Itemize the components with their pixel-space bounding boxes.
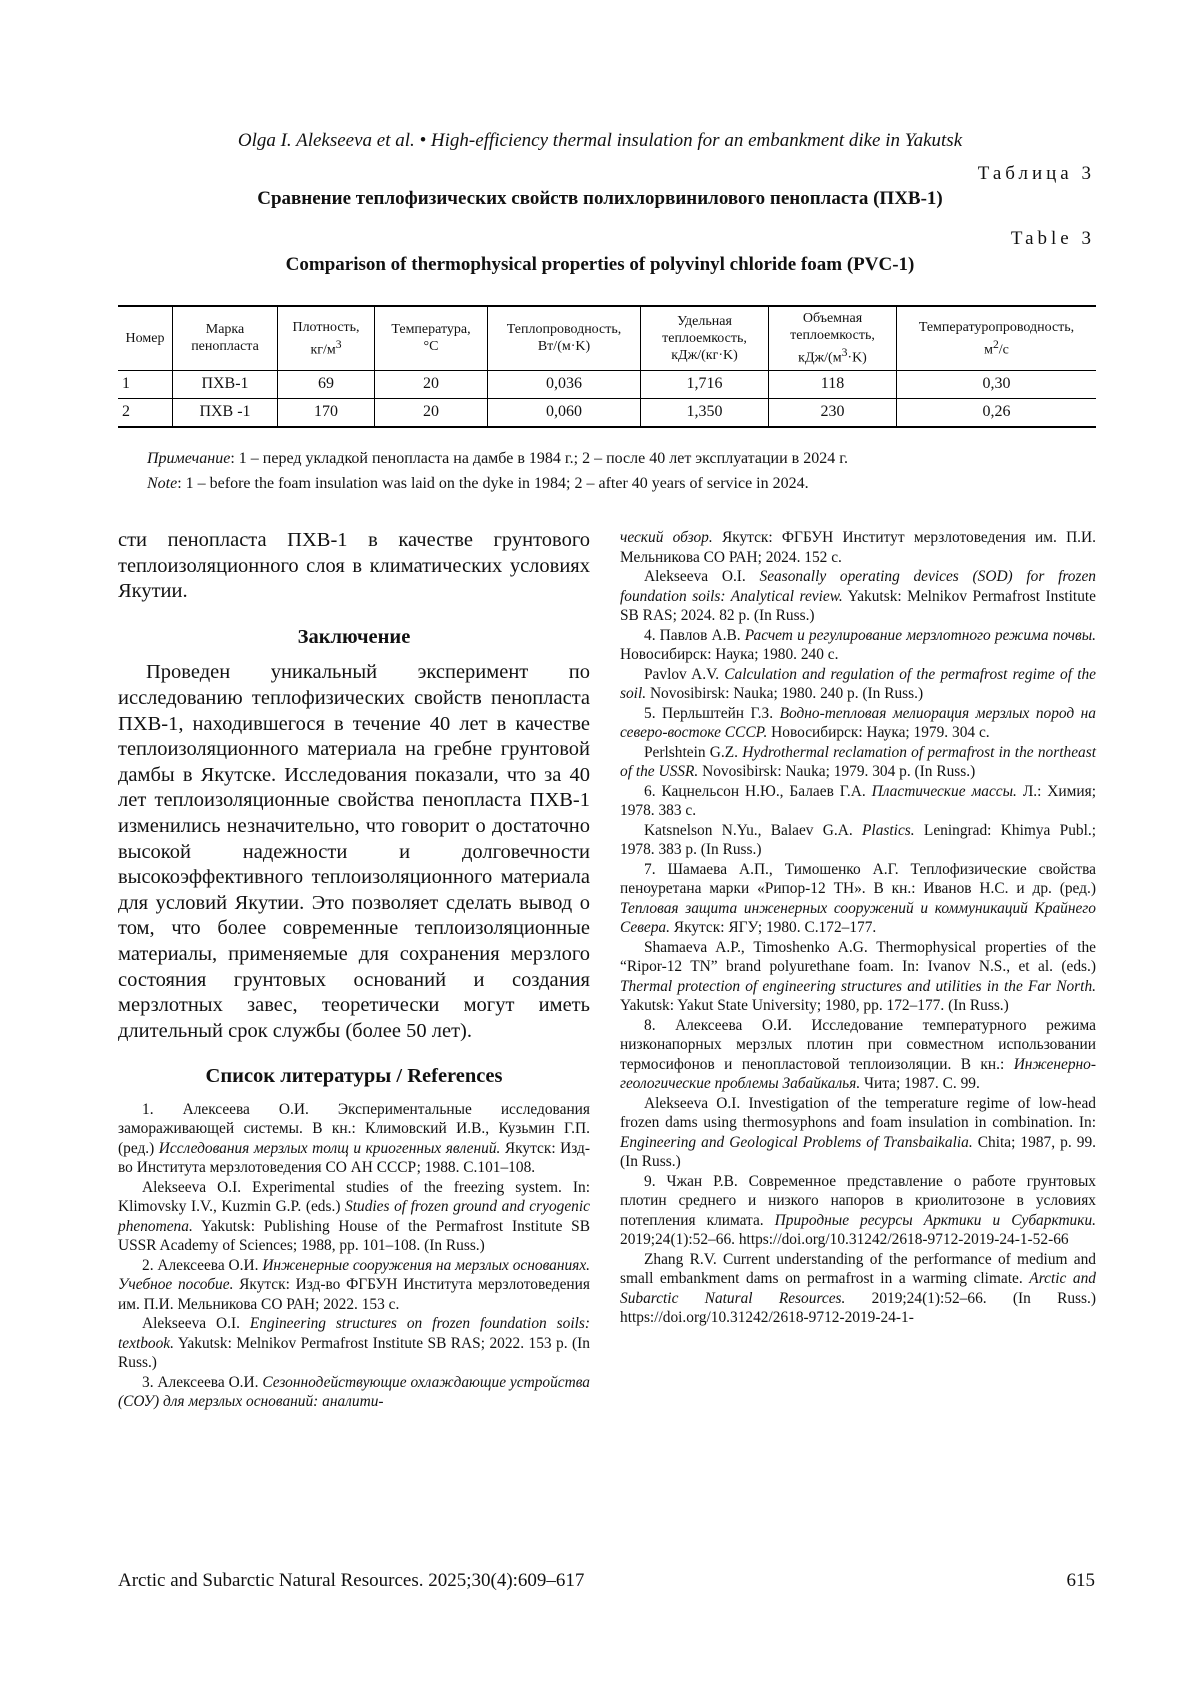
reference-item: 7. Шамаева А.П., Тимошенко А.Г. Теплофизические свойства пеноуретана марки «Рипор-12 ТН». В кн.: Иванов Н.С. и др. (ред.) Тепловая защита инженерных сооружений и коммуникаций Крайнего Севера. Якутск: ЯГУ; 1980. С.172–177. [620, 860, 1096, 936]
table-cell: 0,26 [897, 398, 1097, 427]
col-header-density: Плотность, $кг/м^3$ [278, 306, 375, 370]
footer-page-number: 615 [1066, 1570, 1095, 1591]
reference-item: 9. Чжан Р.В. Современное представление о работе грунтовых плотин среднего и низкого напоров в криолитозоне в условиях потепления климата. Природные ресурсы Арктики и Субарктики. 2019;24(1):52–66. https://doi.org/10.31242/2618-9712-2019-24-1-52-66 [620, 1172, 1096, 1248]
properties-table [118, 305, 1096, 428]
reference-item: ческий обзор. Якутск: ФГБУН Институт мерзлотоведения им. П.И. Мельникова СО РАН; 2024. 152 с. [620, 529, 1096, 566]
table-cell: 1,716 [641, 370, 769, 398]
footer-journal: Arctic and Subarctic Natural Resources. 2025;30(4):609–617 [118, 1570, 585, 1591]
table-note-ru: Примечание: 1 – перед укладкой пенопласта на дамбе в 1984 г.; 2 – после 40 лет эксплуатации в 2024 г. [147, 450, 848, 467]
table-header-row [118, 306, 1096, 370]
table-cell: 1,350 [641, 398, 769, 427]
table-cell: ПХВ -1 [173, 398, 278, 427]
reference-item: Alekseeva O.I. Investigation of the temperature regime of low-head frozen dams using thermosyphons and foam insulation in combination. In: Engineering and Geological Problems of Transbaikalia. Chita; 1987, p. 99. (In Russ.) [620, 1094, 1096, 1170]
references-list [118, 1100, 590, 1412]
paragraph-continuation: сти пенопласта ПХВ-1 в качестве грунтового теплоизоляционного слоя в климатических условиях Якутии. [118, 529, 590, 603]
reference-item: Alekseeva O.I. Experimental studies of the freezing system. In: Klimovsky I.V., Kuzmin G.P. (eds.) Studies of frozen ground and cryogenic phenomena. Yakutsk: Publishing House of the Permafrost Institute SB USSR Academy of Sciences; 1988, pp. 101–108. (In Russ.) [118, 1178, 590, 1255]
reference-item: Shamaeva A.P., Timoshenko A.G. Thermophysical properties of the “Ripor-12 TN” brand polyurethane foam. In: Ivanov N.S., et al. (eds.) Thermal protection of engineering structures and utilities in the Far North. Yakutsk: Yakut State University; 1980, pp. 172–177. (In Russ.) [620, 938, 1096, 1014]
table-cell: 20 [375, 370, 488, 398]
reference-item: 6. Кацнельсон Н.Ю., Балаев Г.А. Пластические массы. Л.: Химия; 1978. 383 с. [620, 782, 1096, 819]
reference-item: Alekseeva O.I. Engineering structures on frozen foundation soils: textbook. Yakutsk: Melnikov Permafrost Institute SB RAS; 2022. 153 p. (In Russ.) [118, 1315, 590, 1372]
table-label-ru: Таблица 3 [977, 163, 1095, 184]
table-label-en: Table 3 [1010, 228, 1095, 249]
col-header-number: Номер [118, 306, 173, 370]
table-row [118, 398, 1096, 427]
table-row [118, 370, 1096, 398]
table-cell: 118 [769, 370, 897, 398]
table-note-en: Note: 1 – before the foam insulation was laid on the dyke in 1984; 2 – after 40 years of service in 2024. [147, 475, 809, 492]
reference-item: Katsnelson N.Yu., Balaev G.A. Plastics. Leningrad: Khimya Publ.; 1978. 383 p. (In Russ.) [620, 821, 1096, 858]
reference-item: Alekseeva O.I. Seasonally operating devices (SOD) for frozen foundation soils: Analytical review. Yakutsk: Melnikov Permafrost Institute SB RAS; 2024. 82 p. (In Russ.) [620, 568, 1097, 624]
table-cell: 2 [118, 398, 173, 427]
col-header-brand: Марка пенопласта [173, 306, 278, 370]
references-heading: Список литературы / References [205, 1065, 503, 1088]
reference-item: 8. Алексеева О.И. Исследование температурного режима низконапорных мерзлых плотин при совместном использовании термосифонов и пенопластовой теплоизоляции. В кн.: Инженерно-геологические проблемы Забайкалья. Чита; 1987. С. 99. [620, 1016, 1096, 1092]
table-title-en: Comparison of thermophysical properties of polyvinyl chloride foam (PVC-1) [285, 254, 915, 275]
col-header-diffusivity: Температуропроводность, $м^2/с$ [897, 306, 1097, 370]
table-cell: 0,036 [488, 370, 641, 398]
reference-item: Pavlov A.V. Calculation and regulation of the permafrost regime of the soil. Novosibirsk: Nauka; 1980. 240 p. (In Russ.) [620, 665, 1096, 702]
table-title-ru: Сравнение теплофизических свойств полихлорвинилового пенопласта (ПХВ-1) [257, 188, 943, 209]
table-cell: 0,060 [488, 398, 641, 427]
reference-item: Perlshtein G.Z. Hydrothermal reclamation of permafrost in the northeast of the USSR. Novosibirsk: Nauka; 1979. 304 p. (In Russ.) [620, 743, 1096, 780]
reference-item: 5. Перльштейн Г.З. Водно-тепловая мелиорация мерзлых пород на северо-востоке СССР. Новосибирск: Наука; 1979. 304 с. [620, 704, 1096, 741]
table-cell: 20 [375, 398, 488, 427]
reference-item: 1. Алексеева О.И. Экспериментальные исследования замораживающей системы. В кн.: Климовский И.В., Кузьмин Г.П. (ред.) Исследования мерзлых толщ и криогенных явлений. Якутск: Изд-во Института мерзлотоведения СО АН СССР; 1988. С.101–108. [118, 1100, 590, 1177]
table-cell: 170 [278, 398, 375, 427]
table-cell: 230 [769, 398, 897, 427]
col-header-conductivity: Теплопроводность, Вт/(м·K) [488, 306, 641, 370]
reference-item: Zhang R.V. Current understanding of the performance of medium and small embankment dams on permafrost in a warming climate. Arctic and Subarctic Natural Resources. 2019;24(1):52–66. (In Russ.) https://doi.org/10.31242/2618-9712-2019-24-1- [620, 1250, 1096, 1326]
table-cell: 1 [118, 370, 173, 398]
reference-item: 4. Павлов А.В. Расчет и регулирование мерзлотного режима почвы. Новосибирск: Наука; 1980. 240 с. [620, 626, 1096, 663]
conclusion-heading: Заключение [297, 625, 411, 648]
left-column [118, 528, 590, 1412]
reference-item: 2. Алексеева О.И. Инженерные сооружения на мерзлых основаниях. Учебное пособие. Якутск: Изд-во ФГБУН Института мерзлотоведения им. П.И. Мельникова СО РАН; 2022. 153 с. [118, 1256, 591, 1313]
running-header: Olga I. Alekseeva et al. • High-efficiency thermal insulation for an embankment dike in Yakutsk [237, 130, 963, 151]
right-column [620, 528, 1096, 1328]
table-cell: ПХВ-1 [173, 370, 278, 398]
table-cell: 0,30 [897, 370, 1097, 398]
col-header-specific-heat: Удельная теплоемкость, кДж/(кг·K) [641, 306, 769, 370]
conclusion-paragraph: Проведен уникальный эксперимент по исследованию теплофизических свойств пенопласта ПХВ-1, находившегося в течение 40 лет в качестве теплоизоляционного материала на гребне грунтовой дамбы в Якутске. Исследования показали, что за 40 лет теплоизоляционные свойства пенопласта ПХВ-1 изменились незначительно, что говорит о достаточно высокой надежности и долговечности высокоэффективного теплоизоляционного материала для условий Якутии. Это позволяет сделать вывод о том, что более современные теплоизоляционные материалы, применяемые для сохранения мерзлого состояния грунтовых оснований и создания мерзлотных завес, теоретически могут иметь длительный срок службы (более 50 лет). [118, 661, 590, 1042]
col-header-temperature: Температура, °С [375, 306, 488, 370]
col-header-volumetric-heat: Объемная теплоемкость, кДж/$(м^3\cdot K)$ [769, 306, 897, 370]
table-cell: 69 [278, 370, 375, 398]
reference-item: 3. Алексеева О.И. Сезоннодействующие охлаждающие устройства (СОУ) для мерзлых оснований: аналити- [118, 1373, 591, 1411]
